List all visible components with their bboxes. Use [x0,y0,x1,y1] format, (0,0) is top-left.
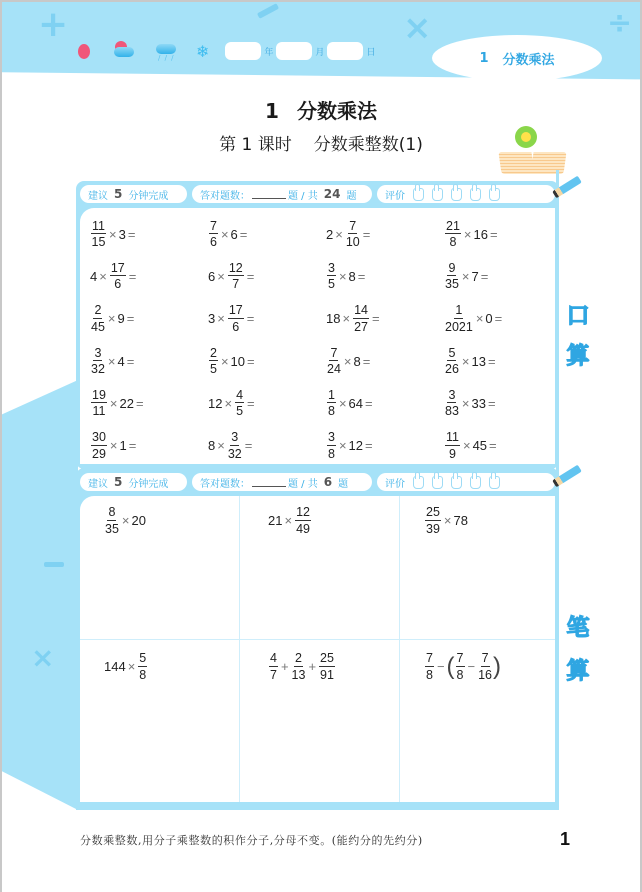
thumbs-up-icon[interactable] [432,188,443,201]
written-problem [268,506,399,535]
operator: = [365,395,373,411]
thumbs-up-icon[interactable] [489,476,500,489]
fraction: $\frac{2}{5}$ [210,345,217,377]
operator: × [127,659,136,674]
weather-date-row [78,40,378,62]
cloudy-icon[interactable] [112,41,136,61]
oral-problem[interactable] [444,424,550,466]
fraction: $\frac{11}{15}$ [91,218,106,250]
operator: + [308,659,317,674]
thumbs-up-icon[interactable] [451,476,462,489]
correct-count: 答对题数： 题 / 共 6 题 [192,473,372,491]
operator: × [217,438,225,454]
operator: = [487,395,496,411]
number: 22 [119,395,134,411]
fraction: $\frac{30}{29}$ [92,430,106,461]
minus-icon [44,562,64,567]
fraction: $\frac{5}{8}$ [139,651,147,682]
thumbs-up-icon[interactable] [413,476,424,489]
operator: − [436,659,445,674]
number: 45 [472,438,488,454]
number: 12 [348,438,364,454]
oral-problem[interactable] [326,382,444,424]
operator: = [480,268,489,284]
number: 8 [208,438,216,454]
fraction: $\frac{7}{16}$ [478,651,492,682]
page-title: 1 分数乘法 [265,99,377,123]
operator: × [217,268,225,284]
fraction: $\frac{12}{49}$ [296,505,310,536]
fraction: $\frac{4}{7}$ [270,651,277,682]
number: 6 [230,226,238,242]
left-side-band [2,380,78,810]
correct-count: 答对题数： 题 / 共 24 题 [192,185,372,203]
correct-count-input[interactable] [252,477,286,487]
operator: × [220,353,229,369]
fraction: $\frac{3}{8}$ [328,430,335,461]
oral-problem[interactable] [208,340,326,382]
fraction: $\frac{25}{39}$ [426,505,440,536]
fraction: $\frac{2}{13}$ [291,651,306,682]
fraction: $\frac{5}{26}$ [445,345,459,377]
fraction: $\frac{21}{8}$ [446,218,460,250]
chapter-badge [432,35,602,81]
operator: × [475,311,484,327]
number: 20 [131,513,146,528]
fraction: $\frac{19}{11}$ [92,387,106,419]
operator: × [338,268,347,284]
fraction: $\frac{7}{8}$ [426,651,433,682]
oral-problem[interactable] [208,382,326,424]
operator: × [107,311,116,327]
oral-problem[interactable] [326,213,444,255]
operator: − [467,659,476,674]
oral-problem[interactable] [208,255,326,297]
year-label: 年 [264,47,274,58]
written-problem-grid [80,496,555,802]
operator: × [220,226,229,242]
number: 18 [326,311,341,327]
suggested-time: 建议 5 分钟完成 [80,473,187,491]
operator: × [461,395,470,411]
operator: × [338,395,347,411]
fraction: $\frac{17}{6}$ [110,260,125,292]
fraction: $\frac{7}{24}$ [327,345,341,377]
operator: = [135,395,144,411]
operator: = [247,353,255,369]
suggested-time: 建议 5 分钟完成 [80,185,187,203]
fraction: $\frac{7}{6}$ [210,218,217,250]
fraction: $\frac{14}{27}$ [354,303,368,334]
number: 144 [104,659,126,674]
fraction: $\frac{9}{35}$ [445,260,459,292]
operator: = [371,311,380,327]
parenthesis: ( [446,652,455,680]
number: 2 [326,226,334,242]
parenthesis: ) [493,652,501,680]
side-label-written-1: 笔 [566,615,590,641]
operator: = [126,353,135,369]
oral-info-bar [80,184,560,204]
written-info-bar [80,472,560,492]
written-problem [268,652,399,681]
month-field[interactable] [276,42,312,60]
oral-problem[interactable] [208,424,326,466]
footer-tip: 分数乘整数,用分子乘整数的积作分子,分母不变。(能约分的先约分) [80,834,423,847]
operator: = [128,438,137,454]
operator: = [489,226,498,242]
operator: = [244,438,253,454]
oral-problem[interactable] [90,382,208,424]
year-field[interactable] [225,42,261,60]
side-label-oral-2: 算 [566,343,590,369]
oral-problem[interactable] [90,213,208,255]
operator: × [338,438,347,454]
oral-problem[interactable] [444,213,550,255]
oral-problem[interactable] [90,340,208,382]
oral-problem[interactable] [208,298,326,340]
number: 78 [453,513,468,528]
operator: × [462,438,471,454]
fraction: $\frac{3}{83}$ [445,387,459,419]
chapter-badge-number: 1 [479,50,489,66]
operator: × [343,353,352,369]
rainy-icon[interactable]: / / / [154,40,178,62]
oral-problem[interactable] [90,424,208,466]
thumbs-up-icon[interactable] [470,188,481,201]
fraction: $\frac{17}{6}$ [228,303,243,334]
number: 0 [485,311,493,327]
fraction: $\frac{3}{5}$ [328,260,335,292]
oral-problem[interactable] [444,382,550,424]
operator: × [284,513,293,528]
fraction: $\frac{12}{7}$ [228,260,243,292]
operator: = [362,353,371,369]
thumbs-up-icon[interactable] [413,188,424,201]
oral-problem[interactable] [326,298,444,340]
operator: × [109,395,118,411]
plus-icon: + [38,4,69,45]
snowy-icon[interactable]: ❄ [196,41,210,61]
number: 7 [471,268,479,284]
operator: × [107,353,116,369]
operator: = [487,353,496,369]
number: 3 [118,226,126,242]
operator: = [246,268,255,284]
fraction: $\frac{4}{5}$ [236,387,244,419]
page-number: 1 [560,829,571,849]
number: 33 [471,395,486,411]
operator: × [443,513,452,528]
divide-icon: ÷ [607,6,633,41]
written-problem-cell[interactable] [400,640,555,802]
operator: × [109,438,118,454]
number: 12 [208,395,223,411]
thumbs-up-icon[interactable] [470,476,481,489]
operator: = [126,311,135,327]
operator: × [335,226,343,242]
written-problem [104,506,239,535]
operator: = [365,438,373,454]
number: 10 [230,353,246,369]
fraction: $\frac{7}{8}$ [456,651,464,682]
flower-icon [515,126,537,148]
operator: = [239,226,248,242]
side-label-written-2: 算 [566,658,590,684]
operator: = [128,268,137,284]
written-problem-cell[interactable] [240,640,400,802]
number: 3 [208,311,216,327]
fraction: $\frac{3}{32}$ [91,345,105,377]
times-icon: × [31,641,55,674]
oral-problem[interactable] [326,255,444,297]
thumbs-up-icon[interactable] [489,188,500,201]
operator: × [463,226,472,242]
operator: = [357,268,366,284]
fraction: $\frac{1}{8}$ [328,387,335,419]
operator: × [461,268,470,284]
day-field[interactable] [327,42,363,60]
written-problem-cell[interactable] [240,496,400,640]
times-icon: × [403,8,432,48]
operator: × [99,268,107,284]
number: 16 [473,226,488,242]
number: 8 [348,268,356,284]
operator: = [494,311,503,327]
written-problem-cell[interactable] [80,640,240,802]
lesson-subtitle: 第 1 课时 分数乘整数(1) [219,135,423,155]
written-problem [424,506,555,535]
oral-problem[interactable] [444,340,550,382]
written-problem [104,652,239,681]
written-problem [424,652,555,681]
number: 21 [268,513,283,528]
operator: × [217,311,225,327]
oral-problem[interactable] [326,340,444,382]
written-problem-cell[interactable] [80,496,240,640]
number: 4 [90,268,98,284]
rating: 评价 [377,185,555,203]
thumbs-up-icon[interactable] [451,188,462,201]
fraction: $\frac{3}{32}$ [227,430,242,461]
page-top-edge [0,0,642,2]
operator: + [280,659,289,674]
operator: × [224,395,233,411]
thumbs-up-icon[interactable] [432,476,443,489]
fraction: $\frac{8}{35}$ [105,505,119,536]
oral-problem-grid [90,213,550,467]
chapter-badge-title: 分数乘法 [502,52,555,68]
operator: × [461,353,470,369]
oral-problem[interactable] [444,255,550,297]
operator: = [362,226,371,242]
number: 9 [117,311,125,327]
operator: = [489,438,497,454]
oral-problem[interactable] [444,298,550,340]
fraction: $\frac{25}{91}$ [320,651,334,682]
operator: = [247,395,255,411]
correct-count-input[interactable] [252,189,286,199]
fraction: $\frac{1}{2021}$ [445,303,473,334]
number: 6 [208,268,216,284]
fraction: $\frac{11}{9}$ [446,430,459,461]
written-problem-cell[interactable] [400,496,555,640]
oral-problem[interactable] [90,298,208,340]
day-label: 日 [366,47,376,58]
oral-problem[interactable] [90,255,208,297]
month-label: 月 [315,47,325,58]
rating: 评价 [377,473,555,491]
fraction: $\frac{2}{45}$ [91,303,105,334]
side-label-oral-1: 口 [566,303,590,329]
sunny-icon[interactable] [78,44,90,59]
operator: = [246,311,255,327]
number: 4 [117,353,125,369]
operator: = [127,226,136,242]
number: 13 [471,353,486,369]
number: 64 [348,395,364,411]
number: 8 [353,353,361,369]
fraction: $\frac{7}{10}$ [345,218,360,250]
operator: × [342,311,351,327]
number: 1 [119,438,127,454]
oral-problem[interactable] [208,213,326,255]
operator: × [108,226,117,242]
oral-problem[interactable] [326,424,444,466]
operator: × [121,513,130,528]
